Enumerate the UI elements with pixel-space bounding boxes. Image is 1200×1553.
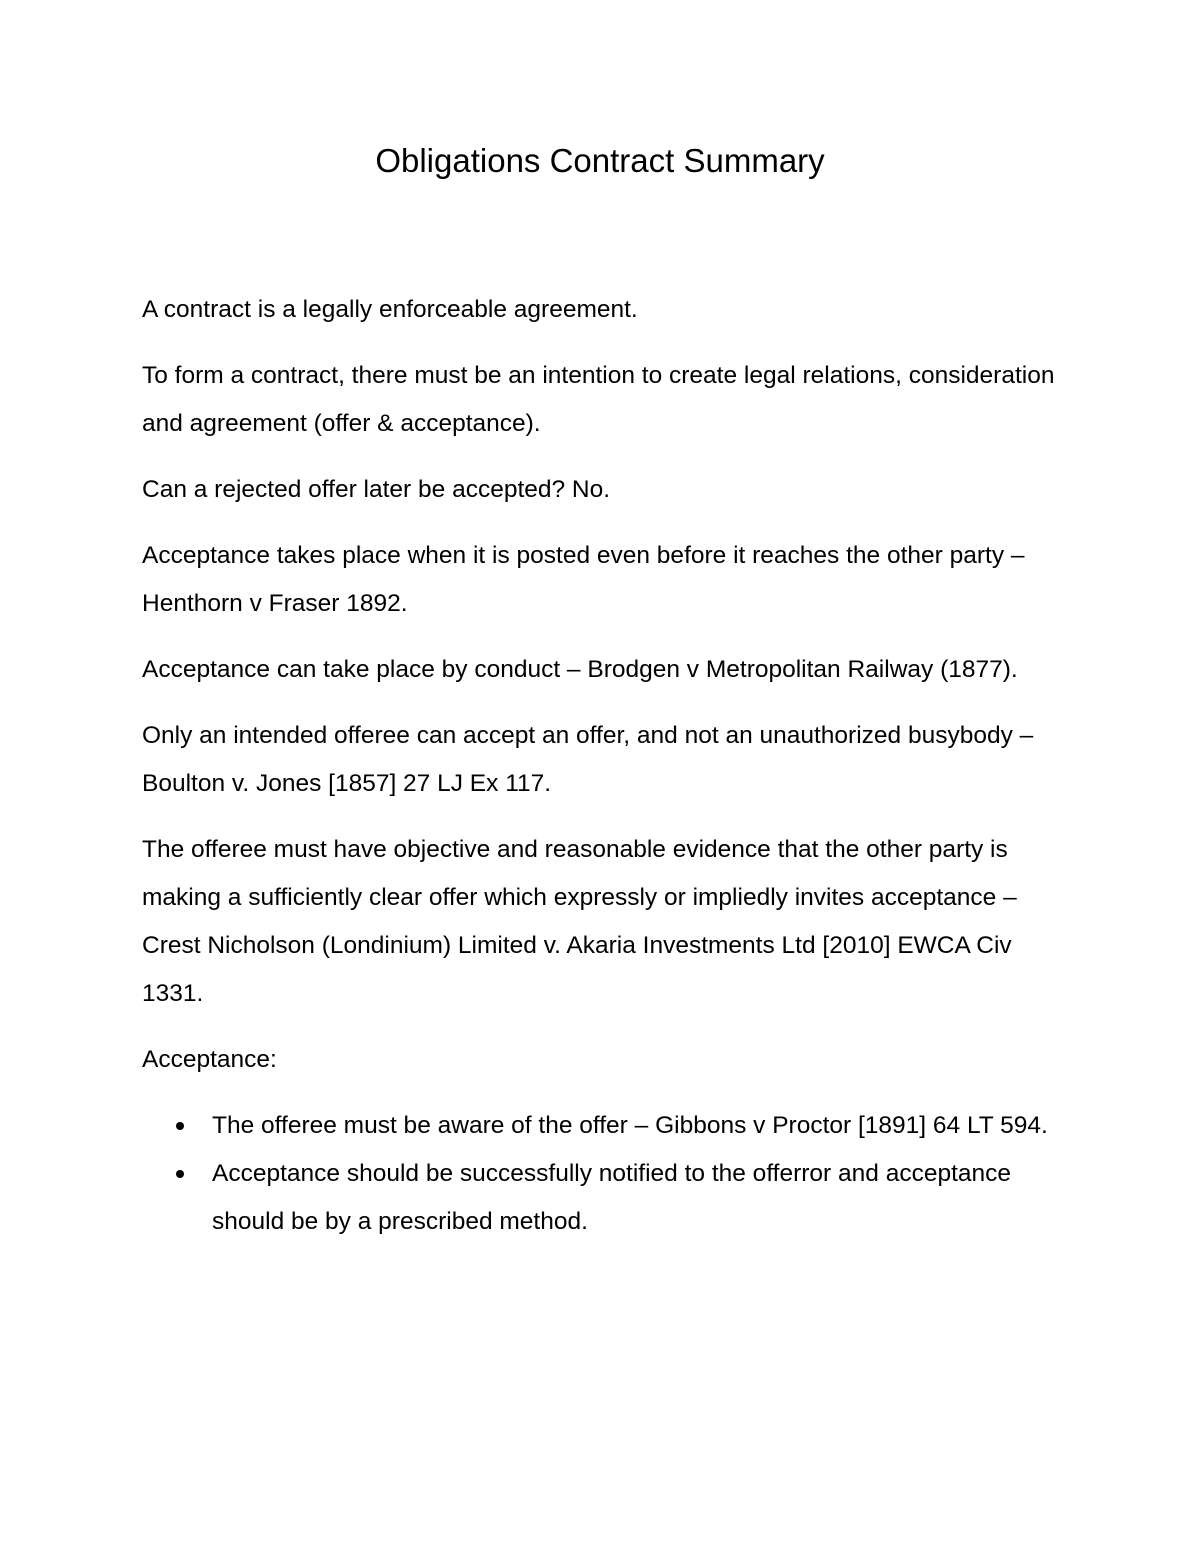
list-item-text: Acceptance should be successfully notified to the offerror and acceptance should be by a prescribed method. bbox=[212, 1160, 1012, 1235]
paragraph-postal-acceptance: Acceptance takes place when it is posted even before it reaches the other party – Henthorn v Fraser 1892. bbox=[142, 542, 1025, 617]
paragraph-objective-evidence: The offeree must have objective and reasonable evidence that the other party is making a sufficiently clear offer which expressly or impliedly invites acceptance – Crest Nicholson (Londinium) Limited v. Akaria Investments Ltd [2010] EWCA Civ 1331. bbox=[142, 836, 1017, 1007]
paragraph-intended-offeree: Only an intended offeree can accept an offer, and not an unauthorized busybody – Boulton v. Jones [1857] 27 LJ Ex 117. bbox=[142, 722, 1034, 797]
acceptance-bullet-list bbox=[142, 1102, 1072, 1246]
paragraph-rejected-offer: Can a rejected offer later be accepted? No. bbox=[142, 476, 611, 503]
list-item bbox=[142, 1150, 1072, 1246]
paragraph-acceptance-by-conduct: Acceptance can take place by conduct – Brodgen v Metropolitan Railway (1877). bbox=[142, 656, 1018, 683]
bullet-icon bbox=[176, 1122, 184, 1130]
document-body bbox=[142, 286, 1072, 1246]
list-item bbox=[142, 1102, 1072, 1150]
paragraph-contract-formation: To form a contract, there must be an intention to create legal relations, consideration and agreement (offer & acceptance). bbox=[142, 362, 1055, 437]
list-item-text: The offeree must be aware of the offer – Gibbons v Proctor [1891] 64 LT 594. bbox=[212, 1112, 1048, 1139]
paragraph-acceptance-heading: Acceptance: bbox=[142, 1046, 277, 1073]
bullet-icon bbox=[176, 1170, 184, 1178]
paragraph-contract-definition: A contract is a legally enforceable agreement. bbox=[142, 296, 638, 323]
document-title: Obligations Contract Summary bbox=[375, 142, 825, 179]
